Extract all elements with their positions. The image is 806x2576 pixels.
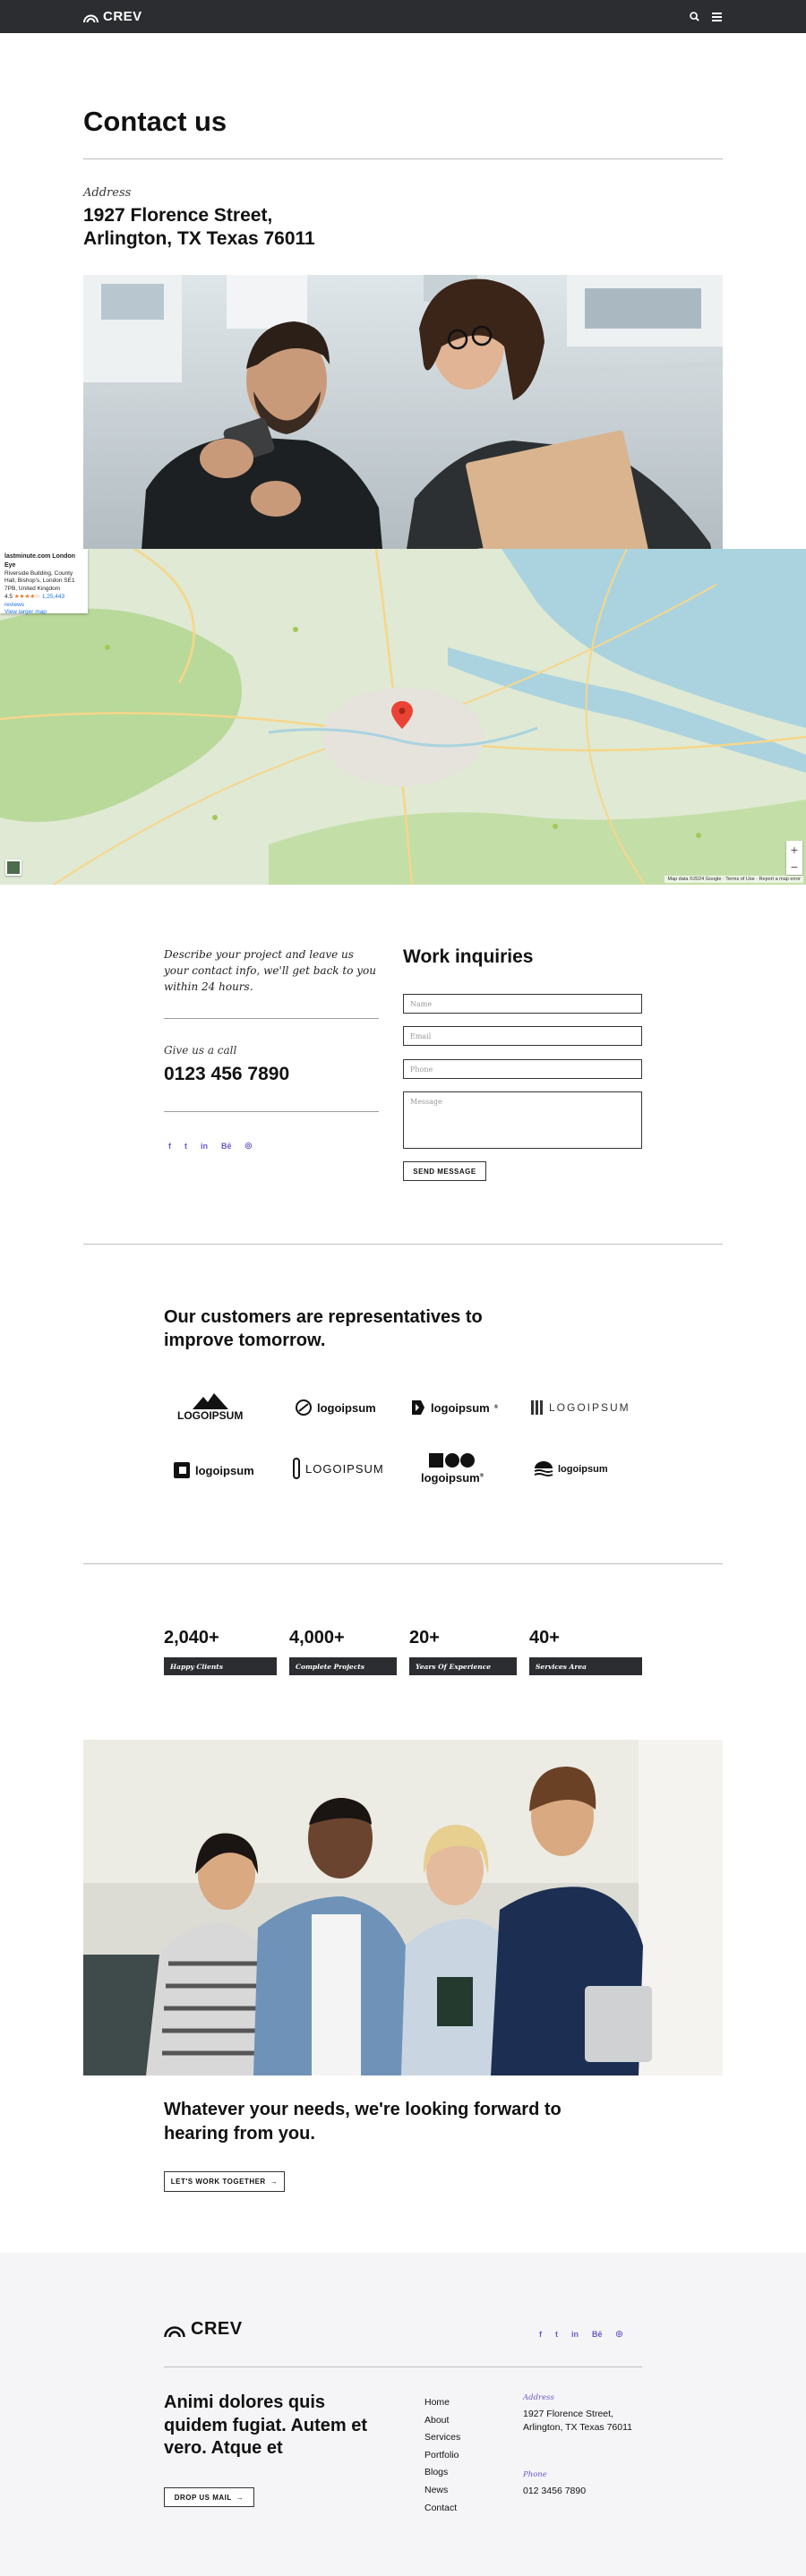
cta-title: Whatever your needs, we're looking forward to hearing from you. (164, 2100, 562, 2144)
cta-button-label: LET'S WORK TOGETHER (170, 2178, 266, 2186)
email-input[interactable] (403, 1026, 642, 1046)
divider (83, 1244, 723, 1245)
footer-phone-label: Phone (523, 2470, 547, 2479)
map-reviews-link[interactable]: 1,25,443 reviews (4, 593, 65, 608)
arrow-right-icon: → (236, 2493, 244, 2502)
brand-logo[interactable] (83, 9, 142, 24)
zoom-in-icon[interactable]: + (790, 842, 799, 857)
dribbble-icon[interactable]: ◎ (244, 1141, 253, 1150)
divider (164, 1111, 379, 1112)
stripe-logo-icon (530, 1399, 544, 1416)
client-logo-1[interactable]: LOGOIPSUM (177, 1393, 243, 1422)
behance-icon[interactable]: Bē (221, 1141, 232, 1151)
client-logo-8[interactable]: logoipsum (534, 1461, 608, 1477)
stat-experience-value: 20+ (409, 1628, 440, 1647)
send-message-button[interactable] (403, 1161, 486, 1181)
footer-tagline: Animi dolores quis quidem fugiat. Autem et vero. Atque et (164, 2392, 368, 2459)
stat-projects-label: Complete Projects (289, 1657, 397, 1675)
shapes-logo-icon (429, 1453, 476, 1469)
rating-stars-icon: ★★★★☆ (13, 593, 40, 600)
divider (164, 1018, 379, 1019)
footer-link-services[interactable]: Services (424, 2432, 461, 2443)
search-icon[interactable] (690, 12, 699, 21)
top-header (0, 0, 806, 33)
divider (83, 1563, 723, 1564)
divider (83, 158, 723, 159)
phone-input[interactable] (403, 1059, 642, 1079)
page-title: Contact us (83, 106, 227, 137)
clients-title: Our customers are representatives to improve tomorrow. (164, 1307, 483, 1351)
client-logo-6[interactable]: LOGOIPSUM (292, 1458, 384, 1479)
footer-brand-name: CREV (191, 2319, 243, 2339)
drop-mail-label: DROP US MAIL (174, 2493, 232, 2502)
message-input[interactable] (403, 1091, 642, 1149)
map-place-card (0, 549, 88, 616)
facebook-icon[interactable]: f (539, 2329, 542, 2339)
form-title: Work inquiries (403, 946, 534, 967)
address-line-1: 1927 Florence Street, (83, 205, 273, 226)
social-links (168, 1141, 252, 1151)
zoom-out-icon[interactable]: − (790, 859, 799, 874)
footer-link-home[interactable]: Home (424, 2397, 450, 2408)
footer-social-links (539, 2329, 622, 2339)
phone-number[interactable]: 0123 456 7890 (164, 1064, 290, 1084)
circle-slash-logo-icon (295, 1399, 313, 1416)
logo-arcs-icon (83, 12, 99, 22)
stat-services-label: Services Area (529, 1657, 642, 1675)
inquiry-intro: Describe your project and leave us your contact info, we'll get back to you within 24 hours. (164, 948, 376, 993)
bracket-logo-icon (410, 1399, 426, 1416)
team-photo (83, 1740, 723, 2075)
footer-link-portfolio[interactable]: Portfolio (424, 2449, 459, 2460)
client-logo-7[interactable]: logoipsum® (421, 1453, 484, 1485)
footer-link-about[interactable]: About (424, 2414, 450, 2426)
mountain-logo-icon (193, 1393, 228, 1409)
divider (164, 2366, 642, 2367)
drop-us-mail-button[interactable] (164, 2487, 254, 2507)
map-rating: 4.5 (4, 593, 13, 600)
linkedin-icon[interactable]: in (571, 2329, 579, 2339)
footer-link-contact[interactable]: Contact (424, 2502, 458, 2513)
map-zoom-controls (786, 841, 802, 875)
facebook-icon[interactable]: f (168, 1141, 171, 1151)
embedded-map[interactable] (0, 549, 806, 885)
send-message-label: SEND MESSAGE (413, 1167, 476, 1176)
waves-logo-icon (534, 1461, 553, 1477)
map-attribution[interactable]: Map data ©2024 Google · Terms of Use · Report a map error (665, 876, 803, 883)
behance-icon[interactable]: Bē (592, 2329, 603, 2339)
address-line-2: Arlington, TX Texas 76011 (83, 228, 315, 249)
stat-services-value: 40+ (529, 1628, 560, 1647)
view-larger-map-link[interactable]: View larger map (4, 609, 47, 616)
footer-link-news[interactable]: News (424, 2484, 449, 2495)
square-logo-icon (173, 1461, 191, 1479)
client-logo-2[interactable]: logoipsum (295, 1399, 376, 1416)
client-logo-4[interactable]: LOGOIPSUM (530, 1399, 630, 1416)
footer-link-blogs[interactable]: Blogs (424, 2467, 449, 2478)
lets-work-together-button[interactable] (164, 2171, 285, 2192)
stat-experience-label: Years Of Experience (409, 1657, 517, 1675)
map-place-name: lastminute.com London Eye (4, 553, 75, 569)
stat-projects-value: 4,000+ (289, 1628, 345, 1647)
footer-logo[interactable] (164, 2319, 243, 2340)
footer-phone[interactable]: 012 3456 7890 (523, 2486, 587, 2496)
call-label: Give us a call (164, 1044, 237, 1057)
arrow-right-icon: → (270, 2178, 279, 2186)
stat-happy-clients-value: 2,040+ (164, 1628, 219, 1647)
name-input[interactable] (403, 994, 642, 1014)
dribbble-icon[interactable]: ◎ (615, 2329, 623, 2338)
stat-happy-clients-label: Happy Clients (164, 1657, 277, 1675)
twitter-icon[interactable]: t (184, 1141, 187, 1151)
map-layer-toggle[interactable] (5, 860, 21, 876)
header-actions (690, 12, 722, 21)
footer-address: 1927 Florence Street, Arlington, TX Texas 76011 (523, 2409, 632, 2433)
brand-name: CREV (103, 9, 142, 24)
footer-nav (424, 2397, 460, 2520)
client-logo-3[interactable]: logoipsum ® (410, 1399, 498, 1416)
client-logo-5[interactable]: logoipsum (173, 1461, 254, 1479)
linkedin-icon[interactable]: in (201, 1141, 208, 1151)
logo-arcs-icon (164, 2323, 185, 2337)
map-place-address: Riverside Building, County Hall, Bishop's, London SE1 7PB, United Kingdom (4, 569, 75, 593)
menu-icon[interactable] (712, 13, 722, 21)
footer (0, 2253, 806, 2576)
twitter-icon[interactable]: t (555, 2329, 558, 2339)
address-label: Address (83, 186, 132, 200)
footer-address-label: Address (523, 2393, 554, 2402)
pillar-logo-icon (292, 1458, 301, 1479)
